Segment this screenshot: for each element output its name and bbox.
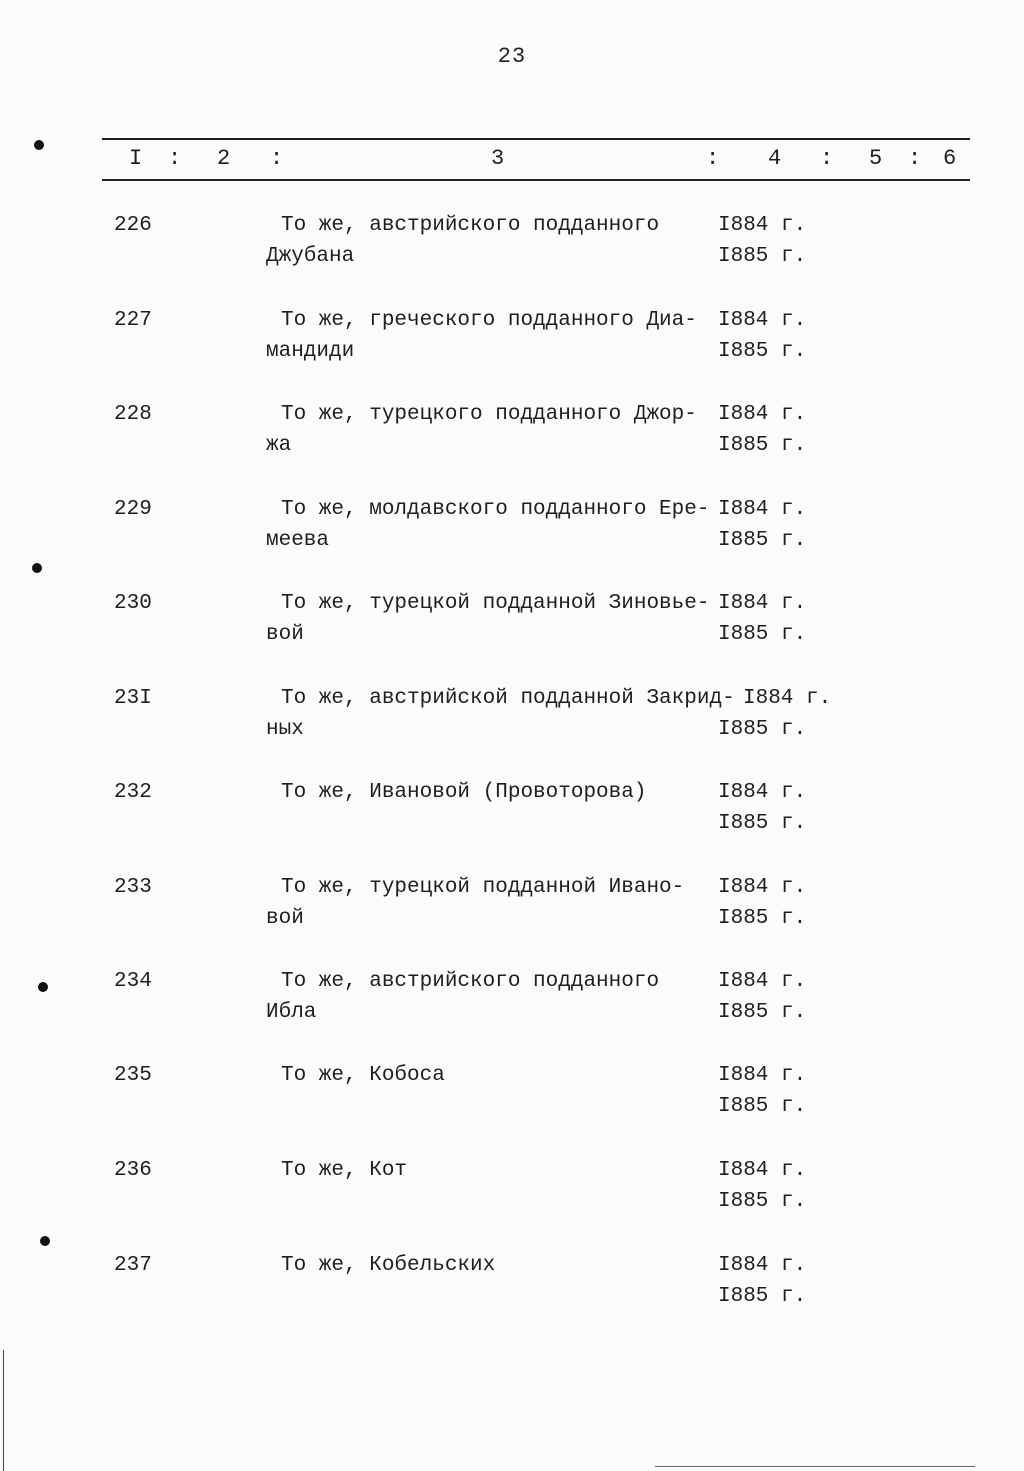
header-separator: : (820, 146, 834, 171)
table-row (0, 305, 1024, 375)
row-year-end: I885 г. (718, 1001, 807, 1024)
table-row (0, 1250, 1024, 1320)
header-separator: : (908, 146, 922, 171)
row-description: То же, турецкой подданной Ивано- (281, 876, 685, 899)
row-description: То же, Кот (281, 1159, 408, 1182)
header-col-5: 5 (869, 146, 883, 171)
row-year-start: I884 г. (718, 970, 807, 993)
row-year-end: I885 г. (718, 907, 807, 930)
row-description: То же, Кобельских (281, 1254, 496, 1277)
row-year-end: I885 г. (718, 1190, 807, 1213)
table-row (0, 872, 1024, 942)
row-number: 226 (114, 214, 152, 237)
table-row (0, 683, 1024, 753)
row-year-start: I884 г. (718, 309, 807, 332)
row-year-start: I884 г. (718, 1254, 807, 1277)
row-description-continued: мандиди (266, 340, 355, 363)
header-separator: : (706, 146, 720, 171)
row-year-start: I884 г. (718, 781, 807, 804)
header-separator: : (270, 146, 284, 171)
row-description: То же, австрийской подданной Закрид- (281, 687, 735, 710)
row-description: То же, турецкого подданного Джор- (281, 403, 697, 426)
punch-hole-mark (38, 982, 48, 992)
row-year-end: I885 г. (718, 623, 807, 646)
punch-hole-mark (32, 563, 42, 573)
row-year-end: I885 г. (718, 434, 807, 457)
header-bottom-rule (102, 179, 970, 181)
row-number: 23I (114, 687, 152, 710)
row-description-continued: вой (266, 623, 304, 646)
row-year-start: I884 г. (718, 498, 807, 521)
scan-bottom-line (655, 1466, 975, 1467)
row-number: 229 (114, 498, 152, 521)
row-year-start: I884 г. (718, 592, 807, 615)
row-year-end: I885 г. (718, 812, 807, 835)
header-col-1: I (129, 146, 143, 171)
table-row (0, 494, 1024, 564)
row-year-start: I884 г. (718, 876, 807, 899)
row-description-continued: ных (266, 718, 304, 741)
row-year-start: I884 г. (718, 1064, 807, 1087)
header-separator: : (168, 146, 182, 171)
row-number: 228 (114, 403, 152, 426)
table-row (0, 1060, 1024, 1130)
row-description: То же, Ивановой (Провоторова) (281, 781, 647, 804)
row-year-end: I885 г. (718, 245, 807, 268)
table-header (0, 146, 1024, 174)
row-number: 236 (114, 1159, 152, 1182)
table-row (0, 966, 1024, 1036)
row-description: То же, австрийского подданного (281, 970, 660, 993)
row-year-start: I884 г. (718, 403, 807, 426)
row-description-continued: меева (266, 529, 330, 552)
row-description-continued: Ибла (266, 1001, 317, 1024)
page-number: 23 (497, 44, 527, 69)
row-year-end: I885 г. (718, 718, 807, 741)
row-year-end: I885 г. (718, 340, 807, 363)
row-description: То же, турецкой подданной Зиновье- (281, 592, 710, 615)
row-description-continued: жа (266, 434, 292, 457)
row-number: 237 (114, 1254, 152, 1277)
scan-edge-line (3, 1350, 4, 1471)
row-number: 233 (114, 876, 152, 899)
punch-hole-mark (34, 140, 44, 150)
row-number: 234 (114, 970, 152, 993)
row-year-start: I884 г. (718, 1159, 807, 1182)
row-description-continued: Джубана (266, 245, 355, 268)
table-row (0, 210, 1024, 280)
header-col-6: 6 (943, 146, 957, 171)
row-number: 227 (114, 309, 152, 332)
row-year-end: I885 г. (718, 529, 807, 552)
row-year-end: I885 г. (718, 1285, 807, 1308)
row-description: То же, Кобоса (281, 1064, 445, 1087)
row-year-start: I884 г. (718, 214, 807, 237)
table-row (0, 399, 1024, 469)
row-number: 232 (114, 781, 152, 804)
header-top-rule (102, 138, 970, 140)
row-description-continued: вой (266, 907, 304, 930)
header-col-3: 3 (491, 146, 505, 171)
row-number: 230 (114, 592, 152, 615)
table-row (0, 1155, 1024, 1225)
header-col-2: 2 (217, 146, 231, 171)
row-number: 235 (114, 1064, 152, 1087)
row-year-start: I884 г. (743, 687, 832, 710)
table-row (0, 588, 1024, 658)
row-description: То же, молдавского подданного Ере- (281, 498, 710, 521)
row-description: То же, греческого подданного Диа- (281, 309, 697, 332)
header-col-4: 4 (768, 146, 782, 171)
row-year-end: I885 г. (718, 1095, 807, 1118)
row-description: То же, австрийского подданного (281, 214, 660, 237)
table-row (0, 777, 1024, 847)
punch-hole-mark (40, 1236, 50, 1246)
